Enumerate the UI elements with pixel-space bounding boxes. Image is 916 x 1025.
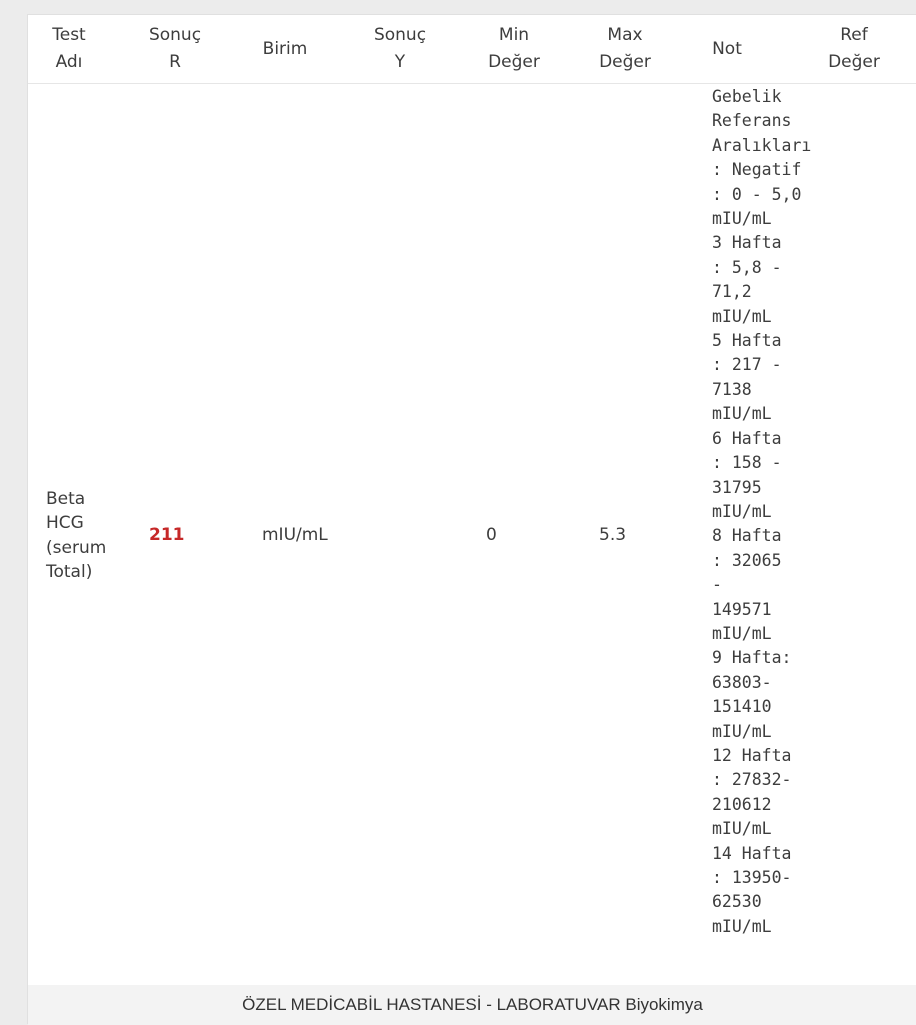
header-max: Max Değer: [599, 25, 651, 72]
header-test-name: Test Adı: [52, 25, 86, 72]
header-ref: Ref Değer: [828, 25, 880, 72]
cell-min: 0: [486, 525, 497, 545]
cell-test-name: Beta HCG (serum Total): [46, 489, 107, 583]
cell-unit: mIU/mL: [262, 525, 328, 545]
table-header: [28, 15, 916, 84]
lab-footer: ÖZEL MEDİCABİL HASTANESİ - LABORATUVAR Biyokimya: [28, 985, 916, 1025]
cell-max: 5.3: [599, 525, 627, 545]
header-result-r: Sonuç R: [148, 25, 202, 72]
cell-note: Gebelik Referans Aralıkları : Negatif : 0 - 5,0 mIU/mL 3 Hafta : 5,8 - 71,2 mIU/mL 5 Hafta : 217 - 7138 mIU/mL 6 Hafta : 158 - 31795 mIU/mL 8 Hafta : 32065 - 149571 mIU/mL 9 Hafta: 63803- 151410 mIU/mL 12 Hafta : 27832- 210612 mIU/mL 14 Hafta : 13950- 62530 mIU/mL: [712, 87, 812, 936]
header-min: Min Değer: [488, 25, 540, 72]
header-unit: Birim: [262, 38, 308, 59]
header-note: Not: [712, 38, 742, 59]
cell-result-r: 211: [149, 525, 185, 545]
lab-results-card: [27, 14, 916, 1024]
header-result-y: Sonuç Y: [373, 25, 427, 72]
